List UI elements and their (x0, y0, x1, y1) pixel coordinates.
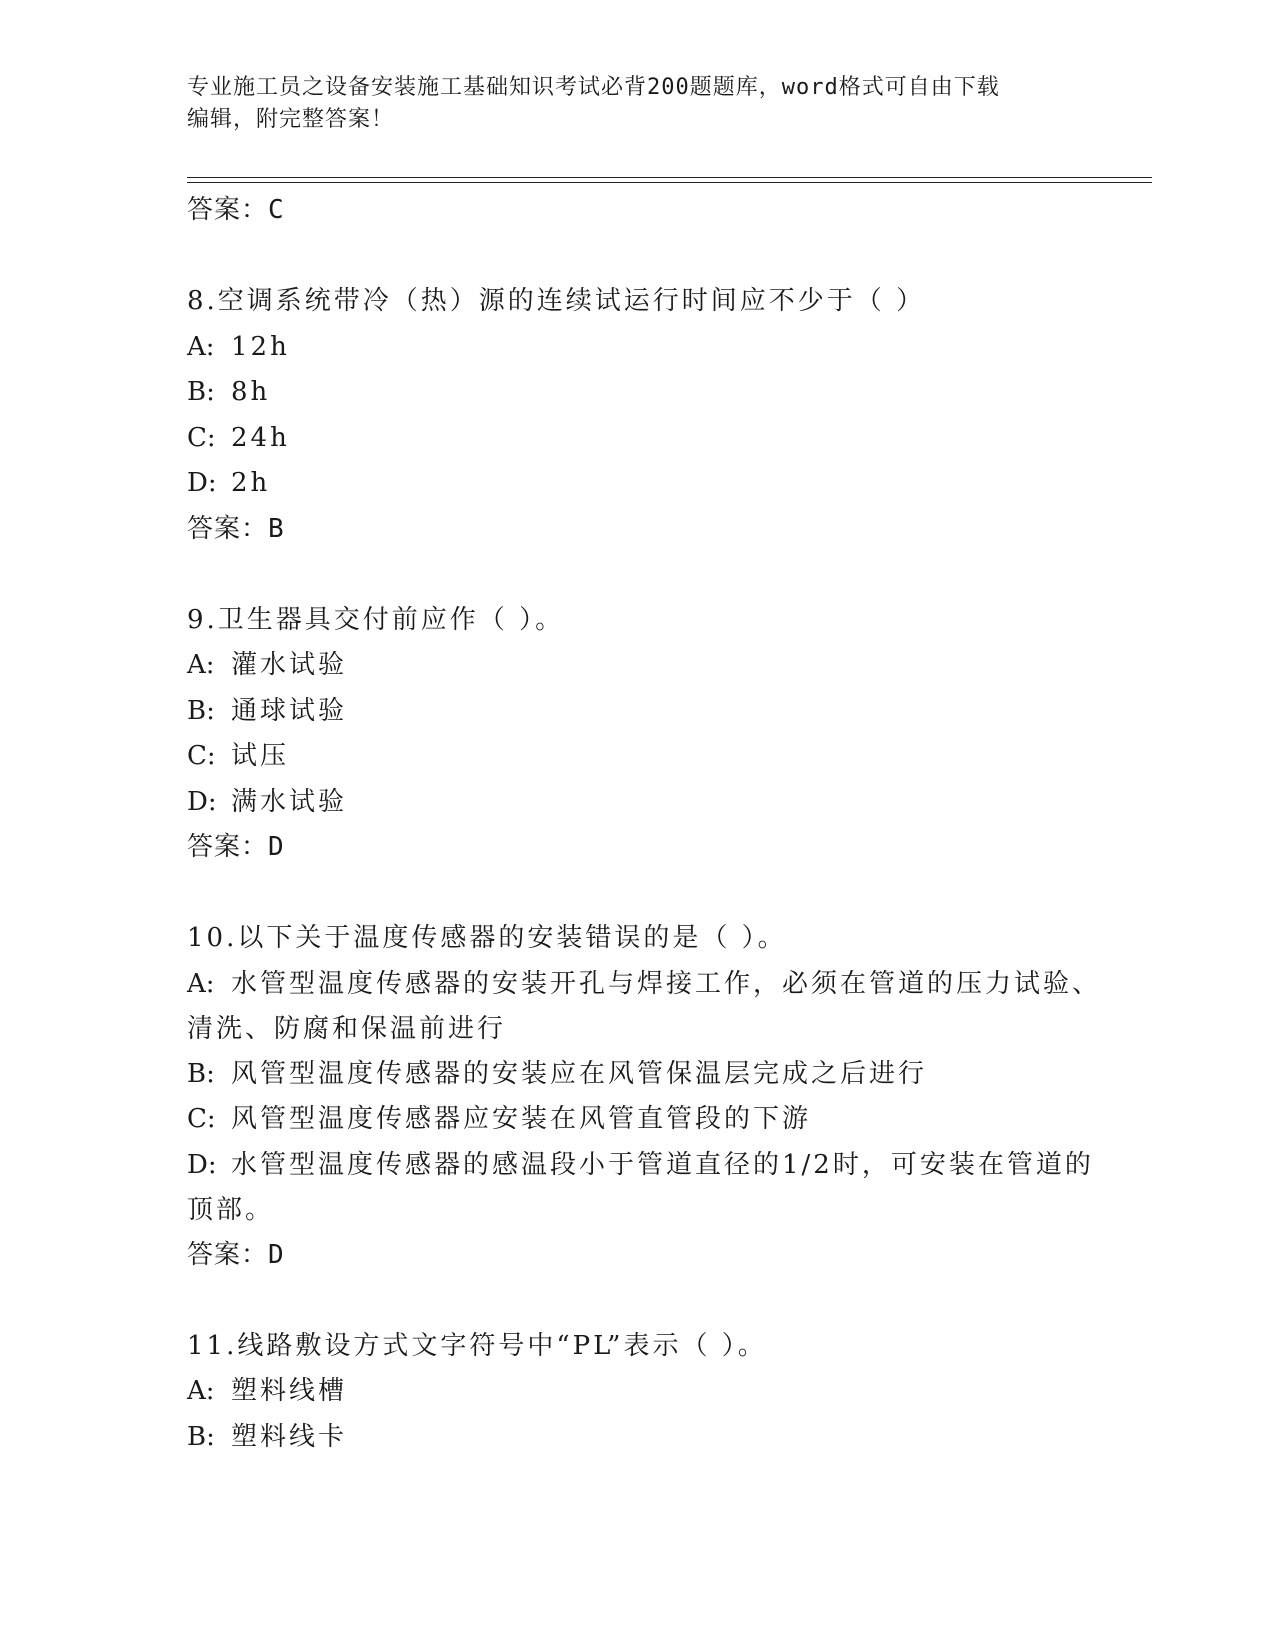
option-text: 风管型温度传感器的安装应在风管保温层完成之后进行 (231, 1058, 928, 1089)
question-10 (187, 916, 1107, 1277)
option-a (187, 643, 1107, 689)
option-key: D: (187, 786, 217, 817)
option-text: 水管型温度传感器的安装开孔与焊接工作，必须在管道的压力试验、清洗、防腐和保温前进行 (187, 968, 1102, 1044)
option-text: 通球试验 (231, 695, 348, 726)
option-key: A: (187, 331, 215, 362)
header-line-2: 编辑，附完整答案！ (187, 107, 395, 132)
question-stem: 11.线路敷设方式文字符号中“PL”表示（ ）。 (187, 1330, 767, 1361)
question-stem: 10.以下关于温度传感器的安装错误的是（ ）。 (187, 923, 787, 953)
question-stem: 8.空调系统带冷（热）源的连续试运行时间应不少于（ ） (187, 286, 926, 316)
question-11 (187, 1324, 1107, 1461)
option-text: 试压 (231, 741, 290, 771)
option-text: 8h (231, 377, 271, 407)
option-key: B: (187, 377, 215, 407)
option-b (187, 1415, 1107, 1461)
option-text: 满水试验 (231, 786, 348, 817)
option-d (187, 461, 1107, 507)
question-8 (187, 279, 1107, 551)
option-key: C: (187, 422, 216, 453)
answer-line: 答案：B (187, 513, 285, 544)
option-key: D: (187, 1149, 217, 1180)
option-key: B: (187, 695, 215, 726)
option-key: A: (187, 1376, 215, 1406)
option-b (187, 689, 1107, 735)
header-divider-bottom (187, 182, 1152, 183)
option-text: 水管型温度传感器的感温段小于管道直径的1/2时，可安装在管道的顶部。 (187, 1149, 1094, 1225)
option-text: 灌水试验 (231, 650, 348, 680)
option-text: 塑料线卡 (231, 1421, 348, 1452)
option-d (187, 1143, 1107, 1233)
option-key: C: (187, 741, 216, 771)
header-line-1: 专业施工员之设备安装施工基础知识考试必背200题题库，word格式可自由下载 (187, 75, 1000, 100)
option-text: 24h (231, 422, 290, 453)
question-list (187, 188, 1107, 1460)
question-stem: 9.卫生器具交付前应作（ ）。 (187, 604, 565, 635)
document-header (187, 72, 1087, 136)
option-key: A: (187, 968, 215, 999)
option-key: D: (187, 468, 217, 498)
option-a (187, 1369, 1107, 1415)
answer-line: 答案：D (187, 832, 285, 862)
option-text: 风管型温度传感器应安装在风管直管段的下游 (231, 1104, 812, 1134)
option-key: B: (187, 1058, 215, 1089)
option-key: C: (187, 1104, 216, 1134)
option-key: A: (187, 650, 215, 680)
option-text: 12h (231, 331, 290, 362)
header-divider-top (187, 177, 1152, 178)
question-9 (187, 598, 1107, 870)
option-d (187, 780, 1107, 826)
option-text: 2h (231, 468, 271, 498)
option-b (187, 1052, 1107, 1098)
answer-line: 答案：D (187, 1239, 285, 1270)
option-c (187, 416, 1107, 462)
option-key: B: (187, 1421, 215, 1452)
option-b (187, 370, 1107, 416)
option-a (187, 962, 1107, 1052)
option-text: 塑料线槽 (231, 1376, 348, 1406)
answer-line: 答案：C (187, 195, 285, 225)
option-c (187, 1097, 1107, 1143)
option-a (187, 325, 1107, 371)
option-c (187, 734, 1107, 780)
